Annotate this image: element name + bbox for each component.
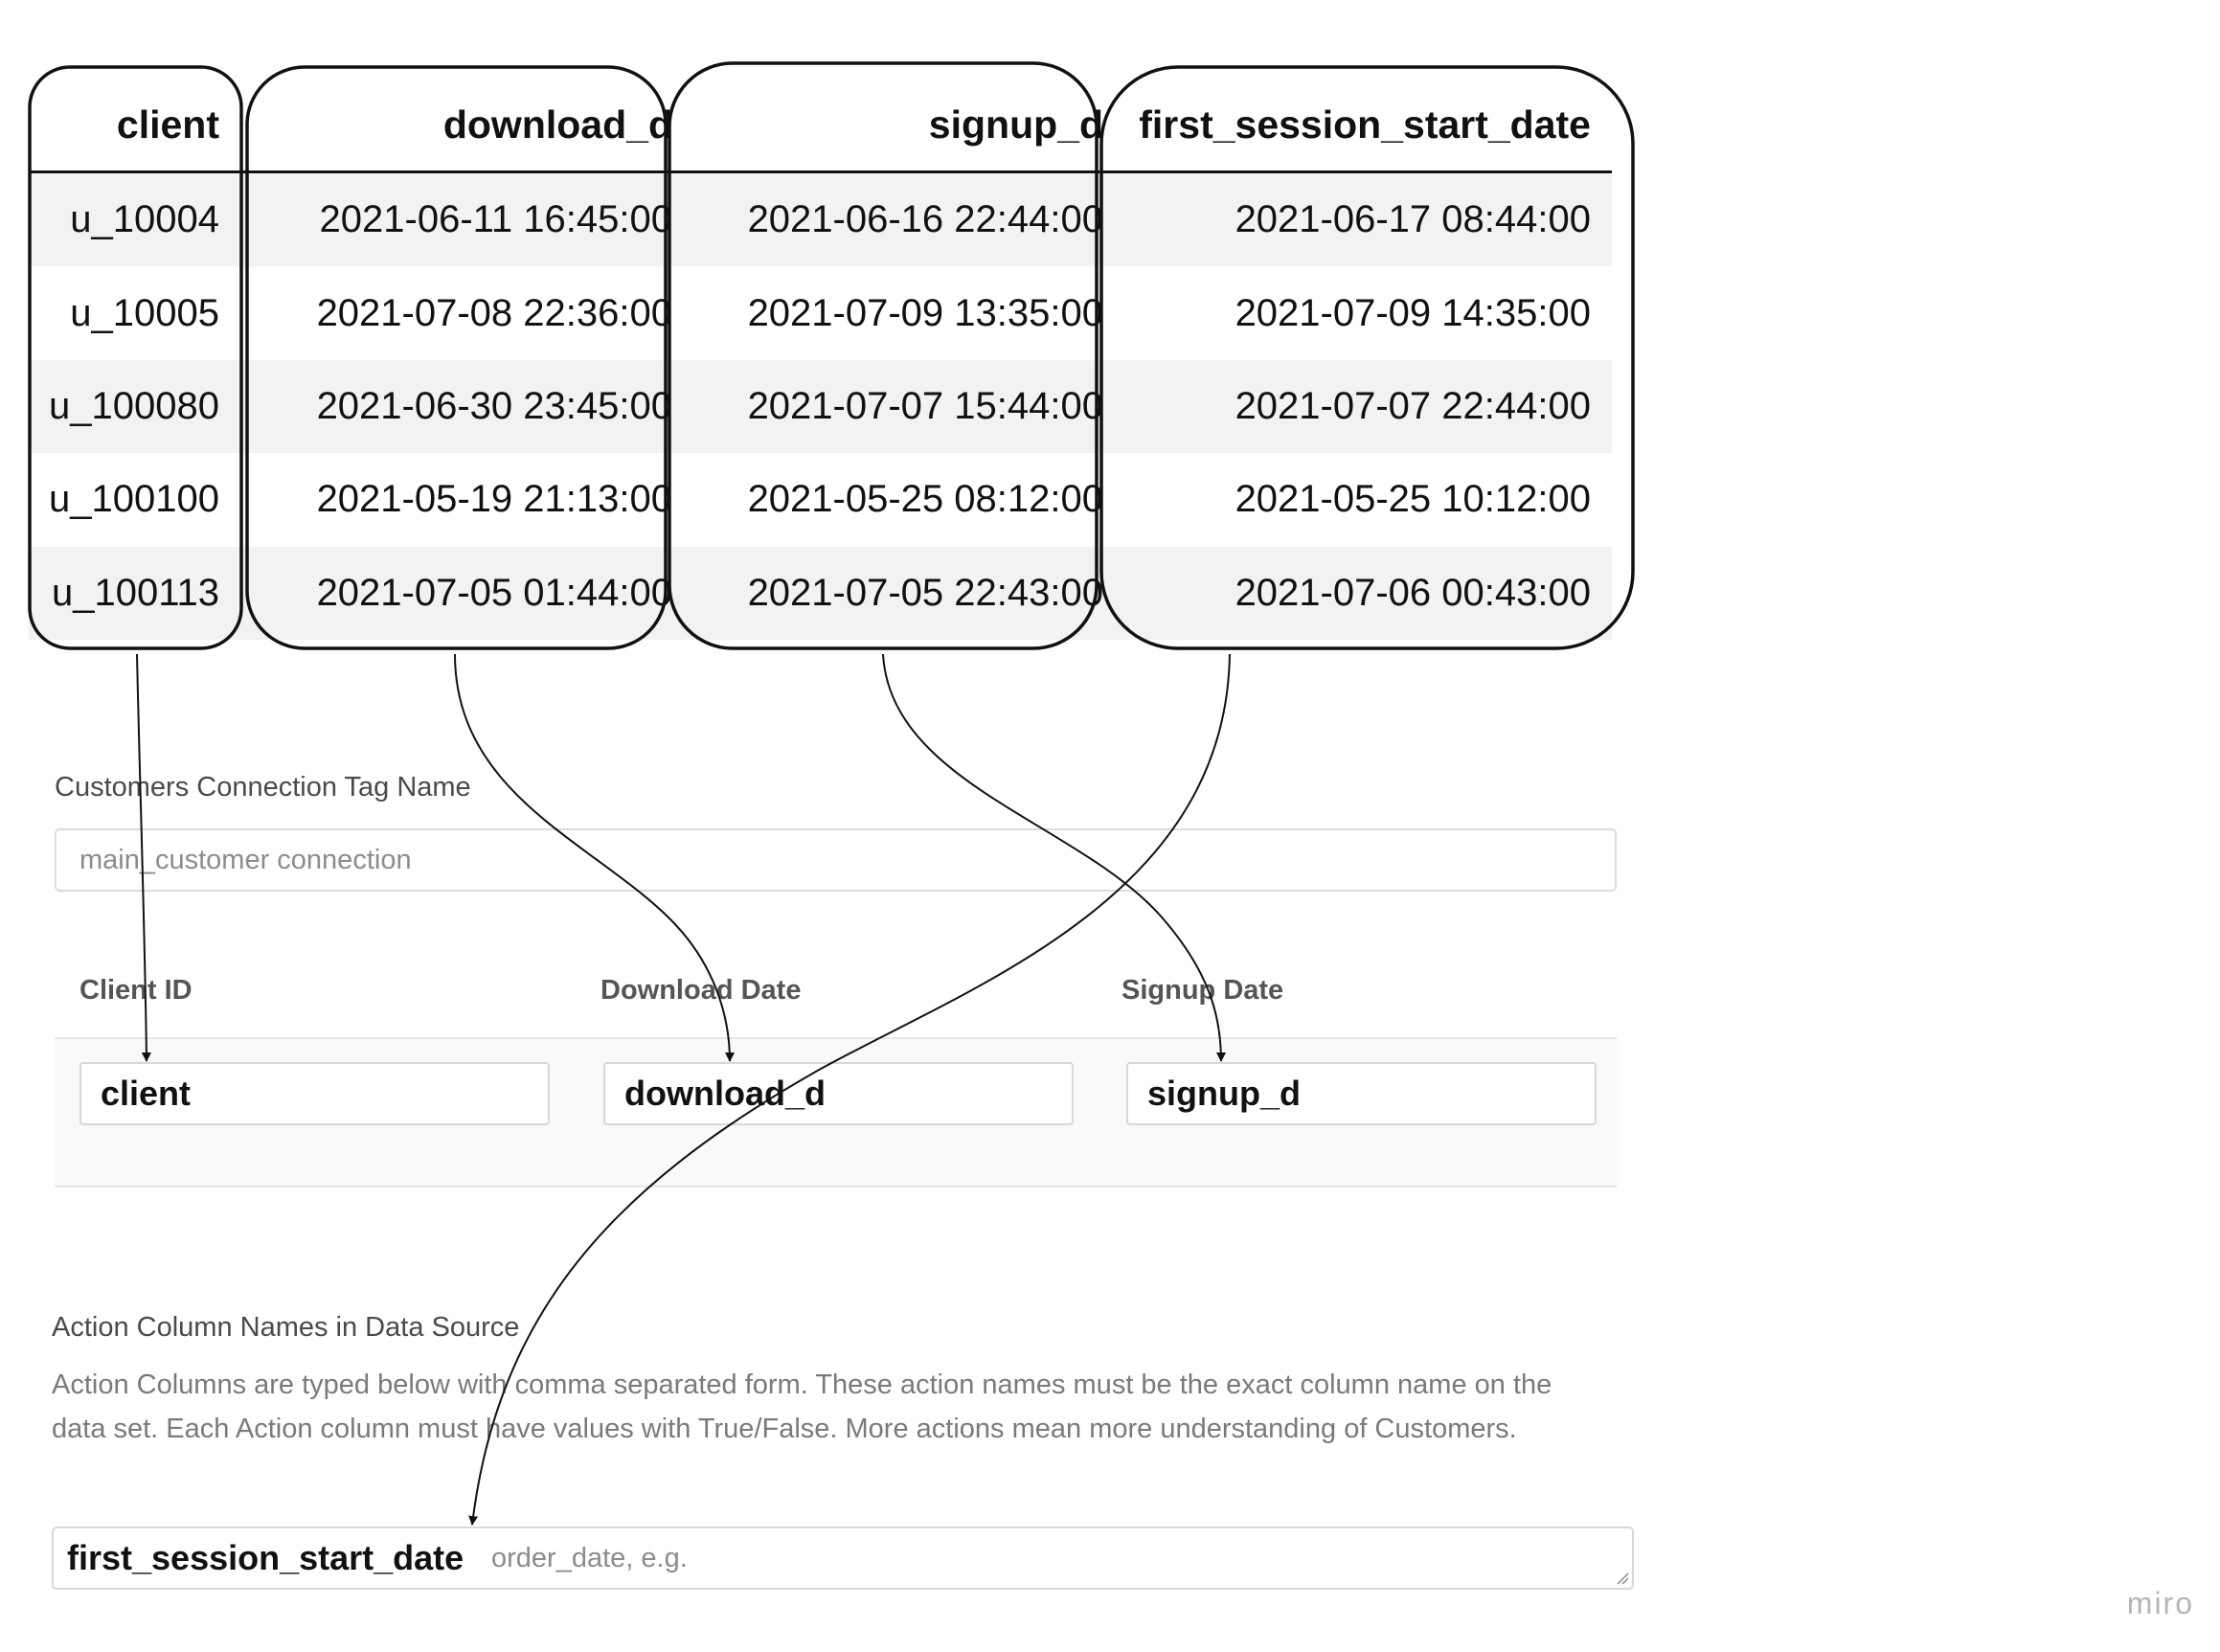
cell-first-session-start-date: 2021-07-06 00:43:00 — [1235, 571, 1591, 614]
cell-download-d: 2021-06-30 23:45:00 — [316, 384, 672, 427]
cell-download-d: 2021-07-05 01:44:00 — [316, 571, 672, 614]
cell-first-session-start-date: 2021-07-07 22:44:00 — [1235, 384, 1591, 427]
actions-value: first_session_start_date — [67, 1538, 464, 1577]
column-header-client: client — [116, 102, 219, 147]
cell-first-session-start-date: 2021-07-09 14:35:00 — [1235, 291, 1591, 334]
client-id-label: Client ID — [79, 975, 193, 1006]
column-header-download-d: download_d — [442, 102, 672, 147]
download-date-label: Download Date — [600, 975, 802, 1006]
cell-signup-d: 2021-06-16 22:44:00 — [747, 198, 1103, 241]
cell-download-d: 2021-07-08 22:36:00 — [316, 291, 672, 334]
download-date-field[interactable]: download_d — [603, 1062, 1074, 1125]
data-table — [29, 72, 1612, 640]
resize-handle-icon[interactable] — [1616, 1572, 1629, 1585]
miro-watermark: miro — [2126, 1586, 2194, 1620]
column-header-first-session-start-date: first_session_start_date — [1139, 102, 1591, 147]
cell-client: u_100080 — [49, 384, 219, 427]
cell-client: u_100100 — [49, 478, 219, 521]
table-row — [29, 547, 1612, 640]
cell-download-d: 2021-06-11 16:45:00 — [319, 198, 672, 241]
actions-placeholder: order_date, e.g. — [491, 1542, 688, 1573]
cell-download-d: 2021-05-19 21:13:00 — [316, 478, 672, 521]
client-id-field[interactable]: client — [79, 1062, 550, 1125]
tag-name-input[interactable] — [55, 828, 1617, 892]
table-row — [29, 266, 1612, 359]
actions-description: Action Columns are typed below with comma separated form. These action names must be the exact column name on the data set. Each Action column must have values with True/False. More actions mean more understanding of Customers. — [52, 1369, 1552, 1444]
actions-textarea[interactable] — [52, 1527, 1634, 1590]
column-header-signup-d: signup_d — [928, 102, 1103, 147]
cell-client: u_10005 — [70, 291, 219, 334]
signup-date-field[interactable]: signup_d — [1126, 1062, 1597, 1125]
cell-signup-d: 2021-07-05 22:43:00 — [747, 571, 1103, 614]
cell-client: u_100113 — [52, 571, 219, 614]
tag-name-label: Customers Connection Tag Name — [55, 772, 471, 803]
table-row — [29, 360, 1612, 453]
actions-label: Action Column Names in Data Source — [52, 1312, 520, 1343]
table-row — [29, 173, 1612, 266]
cell-signup-d: 2021-07-09 13:35:00 — [747, 291, 1103, 334]
table-header — [29, 72, 1612, 173]
cell-first-session-start-date: 2021-05-25 10:12:00 — [1235, 478, 1591, 521]
cell-signup-d: 2021-05-25 08:12:00 — [747, 478, 1103, 521]
signup-date-label: Signup Date — [1121, 975, 1284, 1006]
cell-client: u_10004 — [70, 198, 219, 241]
cell-first-session-start-date: 2021-06-17 08:44:00 — [1235, 198, 1591, 241]
table-row — [29, 453, 1612, 546]
cell-signup-d: 2021-07-07 15:44:00 — [747, 384, 1103, 427]
